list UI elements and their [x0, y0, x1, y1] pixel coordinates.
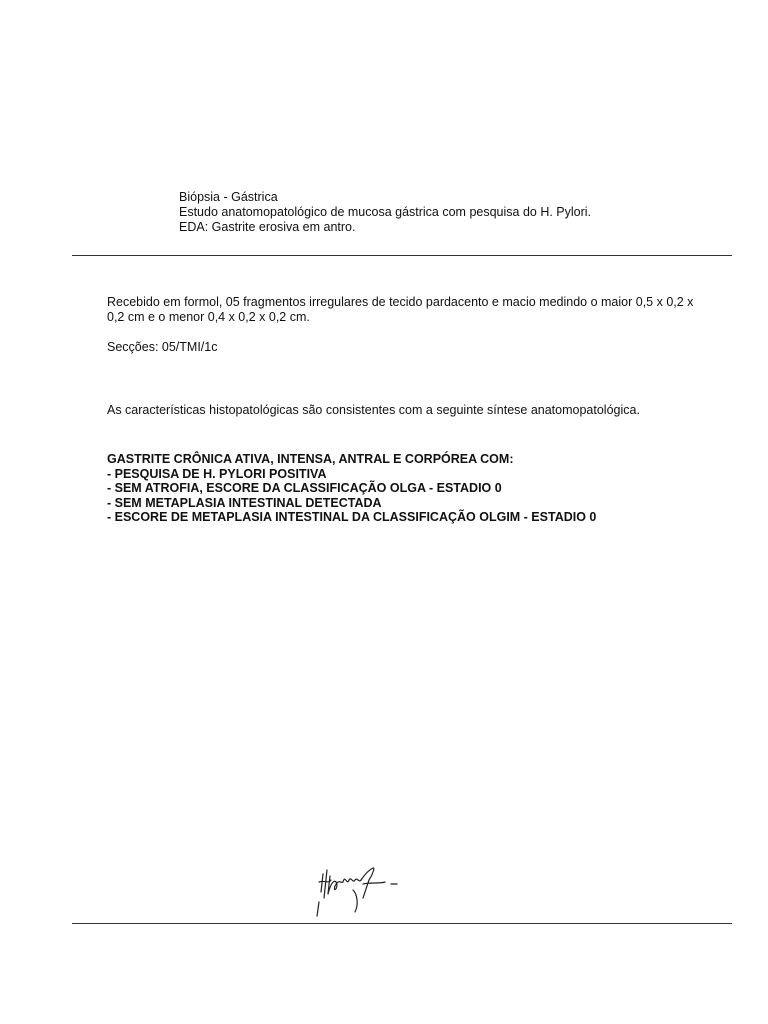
- diagnosis-item: - ESCORE DE METAPLASIA INTESTINAL DA CLASSIFICAÇÃO OLGIM - ESTADIO 0: [107, 510, 597, 524]
- diagnosis-item: - SEM METAPLASIA INTESTINAL DETECTADA: [107, 495, 382, 510]
- diagnosis-block: [107, 452, 596, 525]
- characteristics-text: As características histopatológicas são consistentes com a seguinte síntese anatomopatológica.: [107, 403, 640, 417]
- eda-finding: EDA: Gastrite erosiva em antro.: [179, 220, 356, 234]
- diagnosis-item: - PESQUISA DE H. PYLORI POSITIVA: [107, 466, 327, 481]
- signature-icon: [315, 860, 405, 920]
- exam-type: Biópsia - Gástrica: [179, 190, 278, 204]
- sections-text: Secções: 05/TMI/1c: [107, 340, 218, 354]
- diagnosis-title: GASTRITE CRÔNICA ATIVA, INTENSA, ANTRAL E CORPÓREA COM:: [107, 452, 514, 466]
- top-divider: [72, 255, 732, 256]
- macroscopy-text: Recebido em formol, 05 fragmentos irregulares de tecido pardacento e macio medindo o maior 0,5 x 0,2 x 0,2 cm e o menor 0,4 x 0,2 x 0,2 cm.: [107, 295, 694, 324]
- bottom-divider: [72, 923, 732, 924]
- exam-header: [179, 190, 591, 235]
- diagnosis-item: - SEM ATROFIA, ESCORE DA CLASSIFICAÇÃO OLGA - ESTADIO 0: [107, 481, 502, 495]
- exam-description: Estudo anatomopatológico de mucosa gástrica com pesquisa do H. Pylori.: [179, 205, 592, 219]
